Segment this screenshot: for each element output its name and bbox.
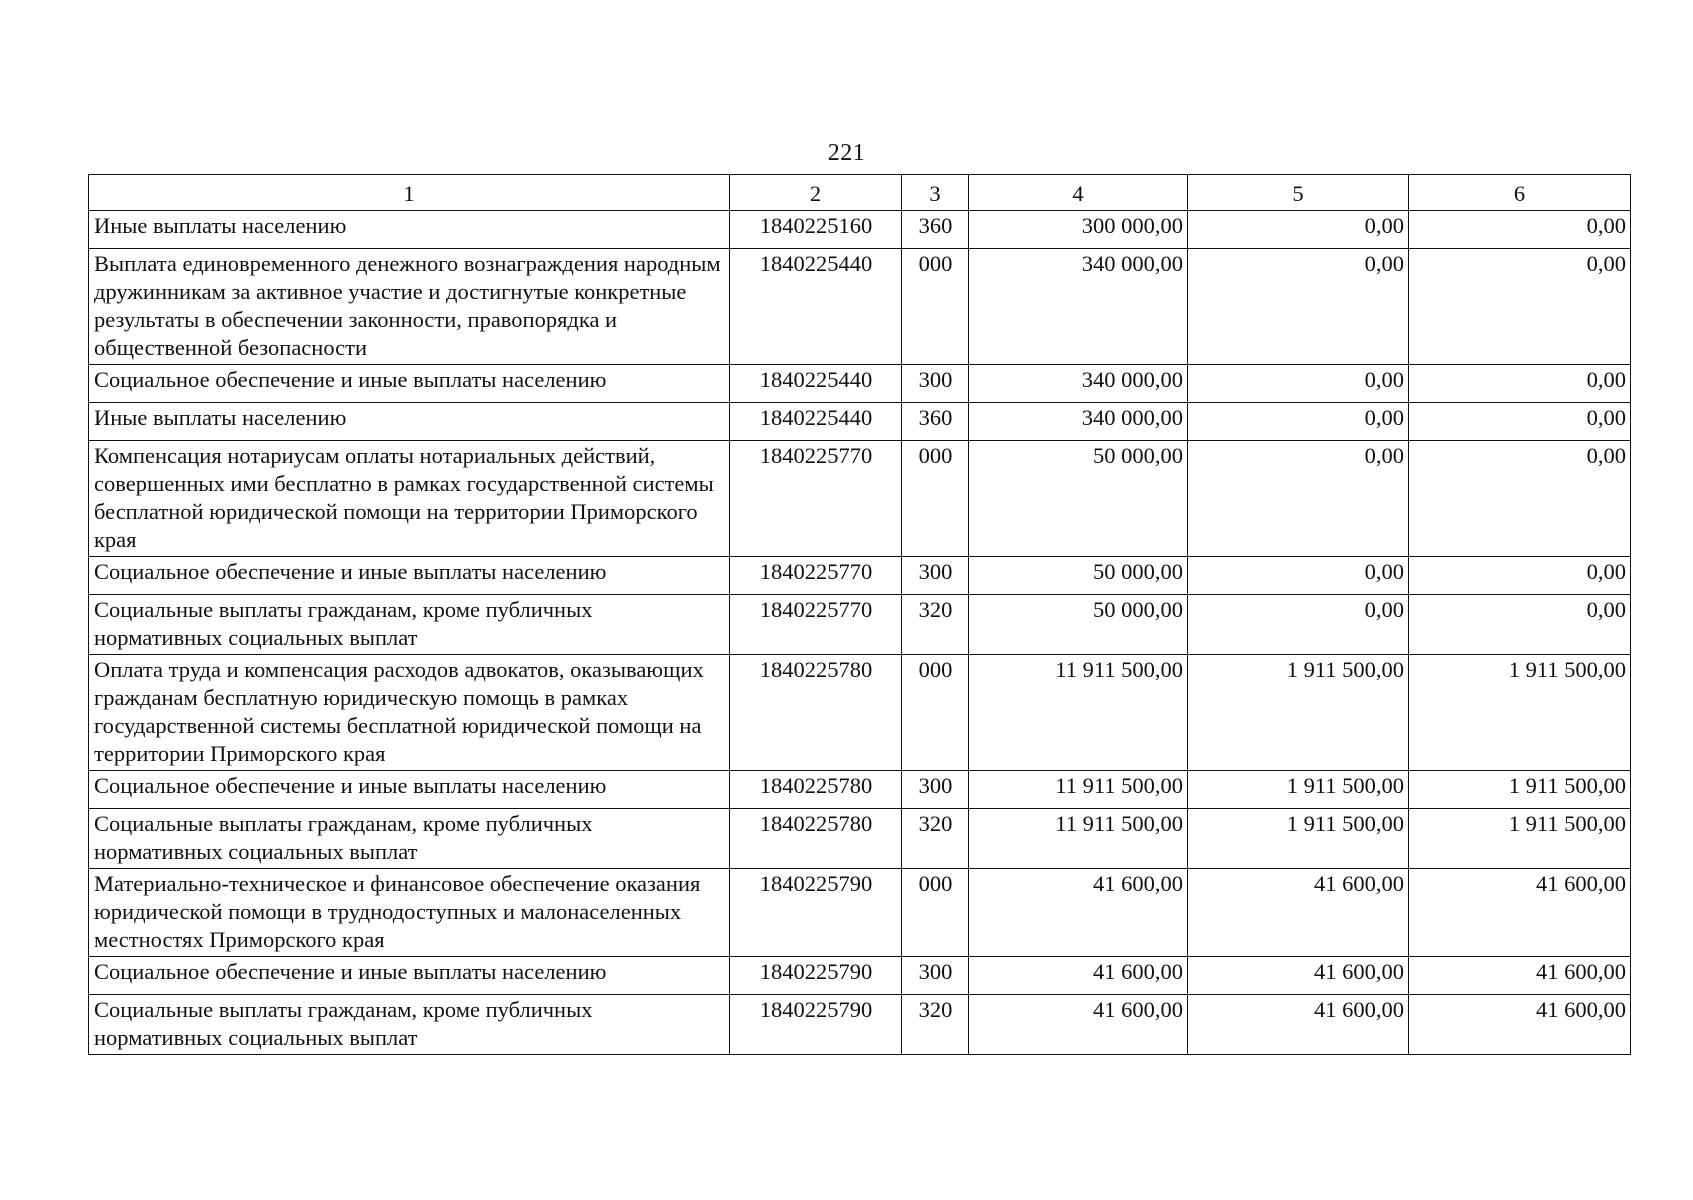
table-row: [89, 771, 1631, 809]
row-code-cell: 1840225780: [730, 655, 902, 771]
row-amount-4-cell: 50 000,00: [969, 441, 1188, 557]
row-amount-6-cell: 0,00: [1409, 365, 1631, 403]
row-code-cell: 1840225780: [730, 771, 902, 809]
row-amount-5-cell: 0,00: [1188, 557, 1409, 595]
row-name-cell: Социальные выплаты гражданам, кроме публичных нормативных социальных выплат: [89, 995, 730, 1055]
table-row: [89, 403, 1631, 441]
row-amount-6-cell: 1 911 500,00: [1409, 655, 1631, 771]
table-row: [89, 249, 1631, 365]
row-amount-5-cell: 0,00: [1188, 595, 1409, 655]
row-amount-5-cell: 0,00: [1188, 211, 1409, 249]
row-amount-6-cell: 1 911 500,00: [1409, 809, 1631, 869]
row-type-cell: 360: [902, 403, 969, 441]
row-code-cell: 1840225440: [730, 249, 902, 365]
row-type-cell: 000: [902, 441, 969, 557]
row-amount-5-cell: 0,00: [1188, 403, 1409, 441]
header-row: [89, 175, 1631, 211]
row-code-cell: 1840225770: [730, 557, 902, 595]
row-name-cell: Социальные выплаты гражданам, кроме публичных нормативных социальных выплат: [89, 809, 730, 869]
column-header-5: 5: [1188, 175, 1409, 211]
row-amount-5-cell: 1 911 500,00: [1188, 809, 1409, 869]
row-amount-4-cell: 41 600,00: [969, 957, 1188, 995]
row-amount-4-cell: 300 000,00: [969, 211, 1188, 249]
table-row: [89, 557, 1631, 595]
budget-table: [88, 174, 1631, 1055]
row-type-cell: 300: [902, 771, 969, 809]
table-row: [89, 211, 1631, 249]
table-row: [89, 957, 1631, 995]
row-code-cell: 1840225770: [730, 595, 902, 655]
row-type-cell: 300: [902, 557, 969, 595]
row-type-cell: 300: [902, 365, 969, 403]
table-row: [89, 441, 1631, 557]
row-amount-4-cell: 11 911 500,00: [969, 655, 1188, 771]
row-amount-4-cell: 11 911 500,00: [969, 771, 1188, 809]
row-amount-6-cell: 0,00: [1409, 403, 1631, 441]
row-code-cell: 1840225780: [730, 809, 902, 869]
table-row: [89, 365, 1631, 403]
table-row: [89, 869, 1631, 957]
row-amount-5-cell: 1 911 500,00: [1188, 655, 1409, 771]
row-name-cell: Оплата труда и компенсация расходов адвокатов, оказывающих гражданам бесплатную юридическую помощь в рамках государственной системы бесплатной юридической помощи на территории Приморского края: [89, 655, 730, 771]
table-row: [89, 995, 1631, 1055]
row-code-cell: 1840225440: [730, 403, 902, 441]
row-type-cell: 320: [902, 995, 969, 1055]
row-type-cell: 320: [902, 809, 969, 869]
row-type-cell: 000: [902, 869, 969, 957]
row-name-cell: Иные выплаты населению: [89, 211, 730, 249]
row-amount-6-cell: 41 600,00: [1409, 957, 1631, 995]
row-amount-4-cell: 41 600,00: [969, 995, 1188, 1055]
table-row: [89, 809, 1631, 869]
row-amount-5-cell: 41 600,00: [1188, 869, 1409, 957]
row-amount-5-cell: 1 911 500,00: [1188, 771, 1409, 809]
row-amount-5-cell: 41 600,00: [1188, 995, 1409, 1055]
row-amount-6-cell: 41 600,00: [1409, 869, 1631, 957]
row-amount-5-cell: 0,00: [1188, 365, 1409, 403]
row-type-cell: 300: [902, 957, 969, 995]
row-amount-5-cell: 0,00: [1188, 249, 1409, 365]
row-amount-6-cell: 0,00: [1409, 249, 1631, 365]
row-amount-6-cell: 0,00: [1409, 595, 1631, 655]
row-amount-4-cell: 50 000,00: [969, 595, 1188, 655]
column-header-6: 6: [1409, 175, 1631, 211]
row-type-cell: 000: [902, 249, 969, 365]
row-name-cell: Социальное обеспечение и иные выплаты населению: [89, 771, 730, 809]
row-name-cell: Компенсация нотариусам оплаты нотариальных действий, совершенных ими бесплатно в рамках государственной системы бесплатной юридической помощи на территории Приморского края: [89, 441, 730, 557]
row-code-cell: 1840225440: [730, 365, 902, 403]
row-amount-4-cell: 340 000,00: [969, 403, 1188, 441]
row-amount-6-cell: 1 911 500,00: [1409, 771, 1631, 809]
table-row: [89, 655, 1631, 771]
row-name-cell: Выплата единовременного денежного вознаграждения народным дружинникам за активное участие и достигнутые конкретные результаты в обеспечении законности, правопорядка и общественной безопасности: [89, 249, 730, 365]
column-header-4: 4: [969, 175, 1188, 211]
row-name-cell: Социальное обеспечение и иные выплаты населению: [89, 957, 730, 995]
row-name-cell: Материально-техническое и финансовое обеспечение оказания юридической помощи в труднодоступных и малонаселенных местностях Приморского края: [89, 869, 730, 957]
row-amount-6-cell: 0,00: [1409, 441, 1631, 557]
row-code-cell: 1840225160: [730, 211, 902, 249]
row-name-cell: Иные выплаты населению: [89, 403, 730, 441]
column-header-1: 1: [89, 175, 730, 211]
row-type-cell: 360: [902, 211, 969, 249]
row-amount-5-cell: 0,00: [1188, 441, 1409, 557]
row-code-cell: 1840225790: [730, 995, 902, 1055]
row-code-cell: 1840225790: [730, 869, 902, 957]
row-amount-6-cell: 0,00: [1409, 557, 1631, 595]
row-amount-6-cell: 0,00: [1409, 211, 1631, 249]
row-name-cell: Социальное обеспечение и иные выплаты населению: [89, 365, 730, 403]
row-amount-4-cell: 50 000,00: [969, 557, 1188, 595]
row-amount-4-cell: 11 911 500,00: [969, 809, 1188, 869]
row-amount-6-cell: 41 600,00: [1409, 995, 1631, 1055]
row-type-cell: 320: [902, 595, 969, 655]
row-name-cell: Социальное обеспечение и иные выплаты населению: [89, 557, 730, 595]
row-amount-4-cell: 340 000,00: [969, 249, 1188, 365]
row-name-cell: Социальные выплаты гражданам, кроме публичных нормативных социальных выплат: [89, 595, 730, 655]
column-header-3: 3: [902, 175, 969, 211]
row-amount-4-cell: 41 600,00: [969, 869, 1188, 957]
row-code-cell: 1840225770: [730, 441, 902, 557]
page-number: 221: [827, 140, 866, 166]
table-row: [89, 595, 1631, 655]
row-amount-4-cell: 340 000,00: [969, 365, 1188, 403]
row-code-cell: 1840225790: [730, 957, 902, 995]
row-type-cell: 000: [902, 655, 969, 771]
row-amount-5-cell: 41 600,00: [1188, 957, 1409, 995]
column-header-2: 2: [730, 175, 902, 211]
